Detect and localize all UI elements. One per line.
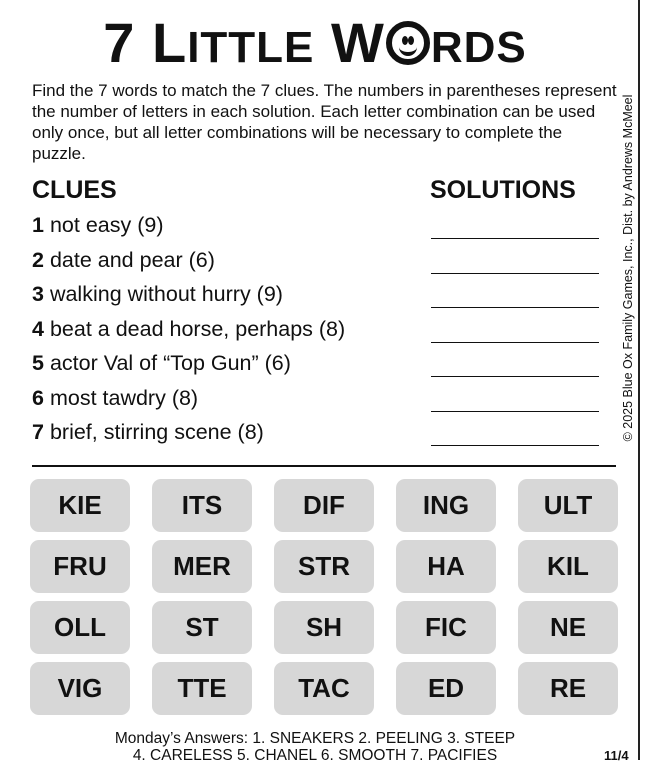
letter-tile[interactable]: KIL [518, 540, 618, 593]
clue-row [32, 248, 215, 273]
title-digit: 7 [103, 11, 136, 74]
clue-text: walking without hurry (9) [49, 282, 283, 306]
clue-row [32, 213, 163, 238]
answers-line-1: Monday’s Answers: 1. SNEAKERS 2. PEELING 3. STEEP [114, 730, 516, 747]
title-ittle: ITTLE [187, 23, 315, 72]
letter-tile[interactable]: FRU [30, 540, 130, 593]
clue-number: 1 [32, 213, 44, 237]
instructions: Find the 7 words to match the 7 clues. The numbers in parentheses represent the number of letters in each solution. Each letter combination can be used only once, but all letter combinations will be necessary to complete the puzzle. [32, 81, 617, 163]
letter-tile[interactable]: TAC [274, 662, 374, 715]
clue-row [32, 386, 198, 411]
letter-tile[interactable]: RE [518, 662, 618, 715]
solution-line[interactable] [431, 273, 599, 274]
puzzle-title [0, 8, 630, 83]
clue-number: 7 [32, 420, 44, 444]
solution-line[interactable] [431, 411, 599, 412]
clue-text: beat a dead horse, perhaps (8) [49, 316, 346, 341]
solution-line[interactable] [431, 307, 599, 308]
clue-row [32, 317, 345, 342]
clues-header: CLUES [32, 176, 117, 204]
clue-row [32, 351, 291, 376]
smiley-face-icon [386, 21, 430, 65]
letter-tile[interactable]: ULT [518, 479, 618, 532]
clue-number: 5 [32, 351, 44, 375]
solution-line[interactable] [431, 376, 599, 377]
answers-line-2: 4. CARELESS 5. CHANEL 6. SMOOTH 7. PACIFIES [132, 747, 498, 764]
letter-tile[interactable]: KIE [30, 479, 130, 532]
clue-text: most tawdry (8) [49, 385, 199, 410]
letter-tile[interactable]: ST [152, 601, 252, 654]
clue-row [32, 282, 283, 307]
title-rds: RDS [430, 23, 527, 72]
letter-tile[interactable]: MER [152, 540, 252, 593]
letter-tile[interactable]: SH [274, 601, 374, 654]
clue-text: brief, stirring scene (8) [49, 420, 264, 444]
solution-line[interactable] [431, 342, 599, 343]
letter-tile[interactable]: NE [518, 601, 618, 654]
copyright-credit: © 2025 Blue Ox Family Games, Inc., Dist. by Andrews McMeel [621, 94, 635, 442]
divider [32, 465, 616, 467]
letter-tile[interactable]: TTE [152, 662, 252, 715]
puzzle-date: 11/4 [604, 748, 629, 763]
clue-row [32, 420, 264, 445]
letter-tile[interactable]: DIF [274, 479, 374, 532]
letter-tile[interactable]: HA [396, 540, 496, 593]
title-w: W [330, 11, 385, 74]
clue-text: date and pear (6) [49, 247, 215, 272]
clue-text: actor Val of “Top Gun” (6) [49, 351, 291, 375]
clue-number: 3 [32, 282, 44, 306]
letter-tile[interactable]: ING [396, 479, 496, 532]
letter-tile[interactable]: FIC [396, 601, 496, 654]
solution-line[interactable] [431, 238, 599, 239]
clue-number: 6 [32, 385, 44, 410]
letter-tile[interactable]: STR [274, 540, 374, 593]
letter-tile[interactable]: ED [396, 662, 496, 715]
solutions-header: SOLUTIONS [430, 176, 576, 204]
clue-number: 4 [32, 316, 44, 341]
previous-answers [0, 730, 630, 764]
title-l: L [151, 11, 188, 74]
letter-tile[interactable]: VIG [30, 662, 130, 715]
letter-tile[interactable]: OLL [30, 601, 130, 654]
letter-tile[interactable]: ITS [152, 479, 252, 532]
solution-line[interactable] [431, 445, 599, 446]
clue-number: 2 [32, 247, 44, 272]
clue-text: not easy (9) [49, 213, 164, 237]
